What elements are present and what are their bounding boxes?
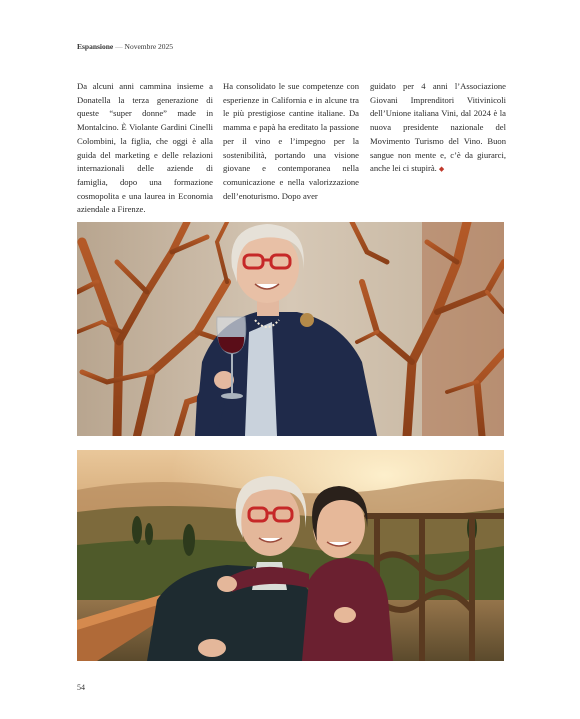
body-column-1: Da alcuni anni cammina insieme a Donatella la terza generazione di queste “super donne” made in Montalcino. È Violante Gardini Cinelli Colombini, la figlia, che oggi è alla guida del marketing e delle relazioni internazionali delle aziende di famiglia, dopo una formazione cosmopolita e una laurea in Economia aziendale a Firenze. [77, 81, 213, 215]
terrace-illustration [77, 450, 504, 661]
body-column-3 [370, 80, 506, 177]
issue-date: Novembre 2025 [124, 42, 174, 51]
running-header [77, 42, 173, 51]
diamond-icon: ◆ [438, 165, 445, 174]
header-separator: — [115, 42, 123, 51]
portrait-illustration [77, 222, 504, 436]
body-column-3-text: guidato per 4 anni l’Associazione Giovani Imprenditori Vitivinicoli dell’Unione italiana Vini, dal 2024 è la nuova presidente nazionale del Movimento Turismo del Vino. Buon sangue non mente e, c’è da giurarci, anche lei ci stupirà. [370, 81, 506, 174]
page-number: 54 [77, 683, 85, 692]
photo-mother-daughter-terrace [77, 450, 504, 661]
section-name: Espansione [77, 42, 114, 51]
body-column-2: Ha consolidato le sue competenze con esperienze in California e in alcune tra le più prestigiose cantine italiane. Da mamma e papà ha ereditato la passione per il vino e l’impegno per la sostenibilità, portando una visione giovane e contemporanea nella comunicazione e nella valorizzazione dell’enoturismo. Dopo aver [223, 81, 359, 201]
article-body [77, 80, 504, 215]
photo-portrait-wine-glass [77, 222, 504, 436]
